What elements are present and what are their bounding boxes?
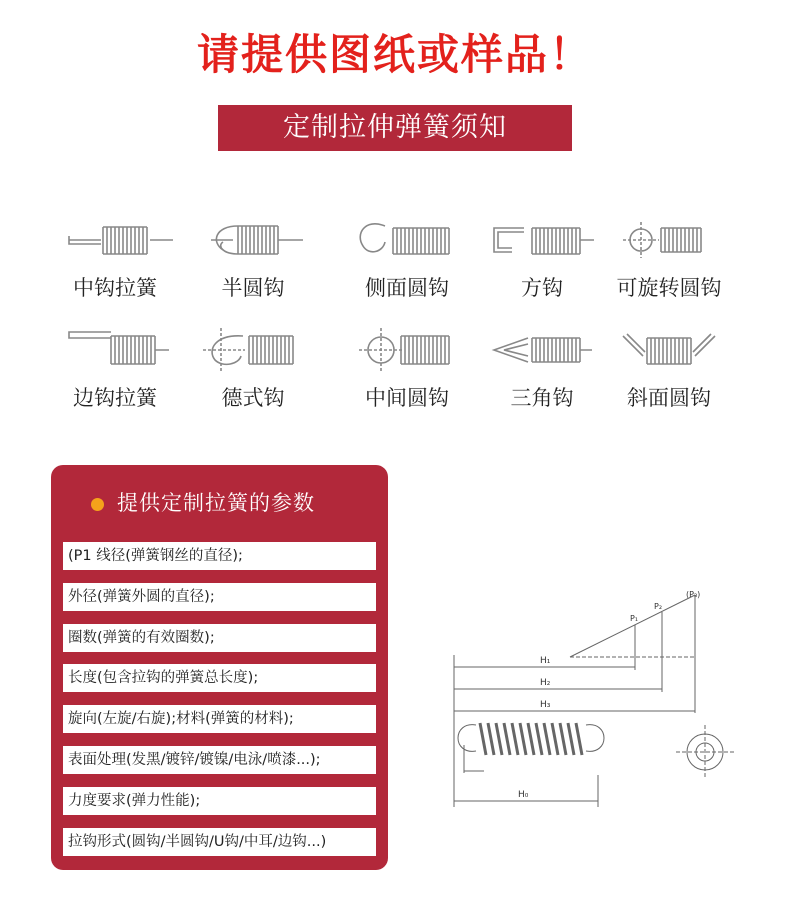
hook-type-label: 半圆钩 xyxy=(221,276,285,300)
hook-type-edge-hook xyxy=(50,322,180,422)
hook-type-label: 侧面圆钩 xyxy=(365,276,449,300)
center-round-hook-icon xyxy=(347,322,467,377)
hook-type-angled-round-hook xyxy=(604,322,734,422)
param-item: 外径(弹簧外圆的直径); xyxy=(63,583,376,611)
params-list xyxy=(63,542,376,868)
hook-type-label: 边钩拉簧 xyxy=(73,386,157,410)
dim-label-h1: H₁ xyxy=(540,656,551,666)
hook-type-label: 中钩拉簧 xyxy=(73,276,157,300)
angled-round-hook-icon xyxy=(609,322,729,377)
hook-type-german-hook xyxy=(188,322,318,422)
hook-type-center-round-hook xyxy=(342,322,472,422)
page-title: 请提供图纸或样品！ xyxy=(196,30,593,79)
dim-label-p3: (P₃) xyxy=(686,590,701,599)
param-item: (P1 线径(弹簧钢丝的直径); xyxy=(63,542,376,570)
dim-label-p2: P₂ xyxy=(654,602,663,611)
param-item: 旋向(左旋/右旋);材料(弹簧的材料); xyxy=(63,705,376,733)
dim-label-h0: H₀ xyxy=(518,790,529,800)
hook-type-label: 可旋转圆钩 xyxy=(616,276,722,300)
dim-label-h2: H₂ xyxy=(540,678,551,688)
section-banner: 定制拉伸弹簧须知 xyxy=(218,105,572,151)
spring-dimension-diagram xyxy=(440,585,740,810)
params-panel xyxy=(51,465,388,870)
hook-type-label: 中间圆钩 xyxy=(365,386,449,410)
german-hook-icon xyxy=(193,322,313,377)
hook-type-half-round-hook xyxy=(188,212,318,312)
hook-type-label: 斜面圆钩 xyxy=(627,386,711,410)
side-round-hook-icon xyxy=(347,212,467,267)
param-item: 表面处理(发黑/镀锌/镀镍/电泳/喷漆...); xyxy=(63,746,376,774)
param-item: 拉钩形式(圆钩/半圆钩/U钩/中耳/边钩...) xyxy=(63,828,376,856)
hook-type-square-hook xyxy=(477,212,607,312)
hook-type-swivel-round-hook xyxy=(604,212,734,312)
swivel-round-hook-icon xyxy=(609,212,729,267)
edge-hook-icon xyxy=(55,322,175,377)
dim-label-p1: P₁ xyxy=(630,614,639,623)
param-item: 力度要求(弹力性能); xyxy=(63,787,376,815)
hook-type-label: 三角钩 xyxy=(510,386,574,410)
params-heading: 提供定制拉簧的参数 xyxy=(117,491,315,515)
triangle-hook-icon xyxy=(482,322,602,377)
hook-type-side-round-hook xyxy=(342,212,472,312)
param-item: 长度(包含拉钩的弹簧总长度); xyxy=(63,664,376,692)
half-round-hook-icon xyxy=(193,212,313,267)
bullet-dot-icon xyxy=(91,498,104,511)
hook-type-label: 方钩 xyxy=(521,276,563,300)
param-item: 圈数(弹簧的有效圈数); xyxy=(63,624,376,652)
hook-type-label: 德式钩 xyxy=(221,386,285,410)
middle-hook-icon xyxy=(55,212,175,267)
square-hook-icon xyxy=(482,212,602,267)
dim-label-h3: H₃ xyxy=(540,700,551,710)
hook-type-triangle-hook xyxy=(477,322,607,422)
hook-type-middle-hook xyxy=(50,212,180,312)
